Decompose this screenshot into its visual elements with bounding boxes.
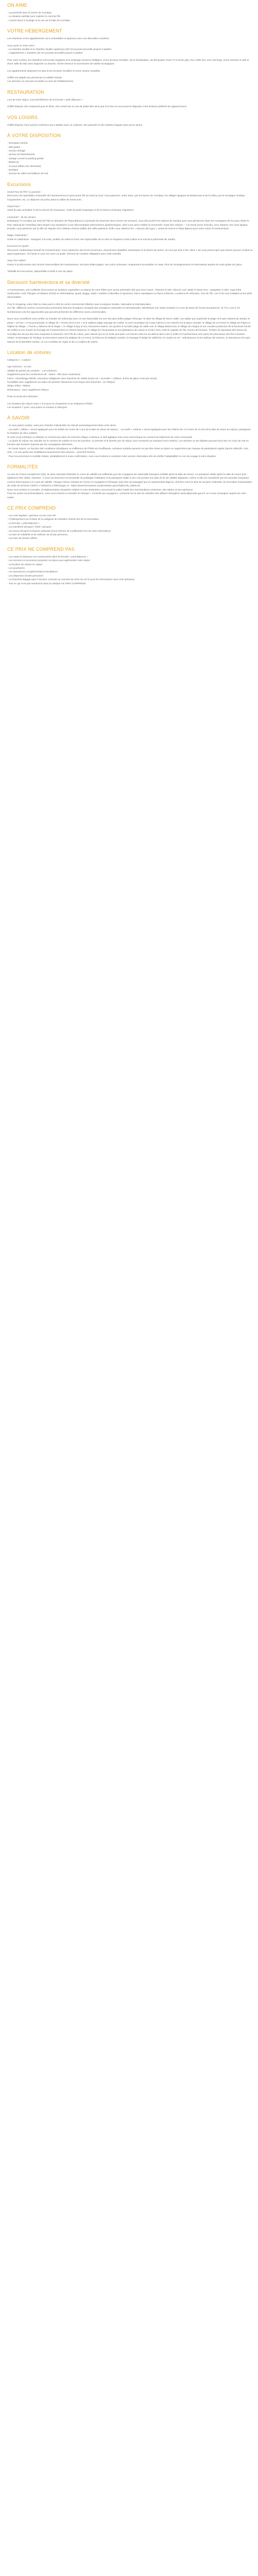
text-line: Sur l'île, différents centres commerciaux présentent diverses boutiques comptant des enseignes nationales et internationales. Bénéficiant d'un statut insulaire en zone de taxes de l'Union Européenne, la TVA y est à 7%. Nombreuses sont les opportunités que peuvent présenter les différents zones commerciales. xyxy=(7,307,241,313)
text-line: Les appartements disposent en plus d'une terrasse meublée et d'une cuisine complète. xyxy=(7,69,101,72)
section-paragraph xyxy=(7,555,253,585)
text-line: Chiffet dispose d'une piscine extérieure pour adultes avec un solarium, des parasols et des chaises longues ainsi qu'un sauna. xyxy=(7,123,143,126)
text-line: Sortie en catamaran : Naviguez à la voile, profitez du soleil et d'une mer impeccable sur la côte en longeant Costa Calma et le sud de la péninsule de Jandía. xyxy=(7,238,176,241)
text-line: - L'accès direct à la plage et la vue sur la baie de Corralejo xyxy=(7,19,70,22)
text-line: Pour votre confort, les chambres sont toutes équipées d'un éclairage nocturne intelligent, d'une terrasse meublée, de la climatisation, du wifi gratuit, d'une TV à écran plat, d'un coffre-fort, d'un mini-frigo, d'une machine à café et d'une salle de bain avec baignoire ou douche, sèche-cheveux et accessoires de toilette écologiques. xyxy=(7,58,249,65)
text-line: Rehausseur : avec supplément 3€/jour xyxy=(7,388,49,391)
text-line: - Les transferts aéroport / hôtel / aéroport xyxy=(7,526,52,529)
section-paragraph xyxy=(7,98,253,101)
section-paragraph xyxy=(7,358,253,362)
text-line: - En haute saison, en fonction des conditions climatiques ou d'affluence de l'hôtel est insuffisante, certaines activités peuvent ne pas être mises en place ou supprimées par manque de participants rapide (sports collectifs, mini-club...) et une partie des installations fonctionnent des piscines... peut être fermée. xyxy=(7,447,249,454)
text-line: - Barbecue xyxy=(7,161,19,164)
text-line: Lanzarote* : Ile de volcans xyxy=(7,215,36,218)
text-line: Les animaux ne sont pas acceptés au sein de l'établissement. xyxy=(7,80,74,83)
text-line: - La proximité avec le centre de Corralejo xyxy=(7,11,52,14)
text-line: - Les dépenses d'ordre personnel xyxy=(7,574,43,577)
text-line: Supplément pour les conducteurs de : 25ans : 30€ (tout conducteur) xyxy=(7,373,80,376)
text-line: - Garage couvert & parking gratuit xyxy=(7,157,44,160)
text-line: Vous aurez le choix entre : xyxy=(7,44,36,47)
text-line: Découvrez l'authentique beauté de Fuerteventura. Vous explorerez des terres inconnues, d'anciennes citadelles volcaniques et le désert de dunes. Un tour par bois à l'ile ! Bien ? Ne vous préoccupez pas d'avoir aucune conduit un quad auparavant ; les facile et vous irez avec un guide. (Permis de conduire obligatoire pour cette activité). xyxy=(7,248,253,256)
text-line: - La franchise bagage (que il mention contraire au moment du choix du vol et pour les réservations avec vols spéciaux) xyxy=(7,578,135,581)
text-line: Au sein de l'Union européenne (UE), la carte nationale d'identité en cours de validité est suffisante pour les voyageurs de nationalité française (validité après la date de retour). Le passeport valide après la date de retour peut également être utilisé. Attention : il vous est fortement recommandé de privilégier l'utilisation d'un passeport valide à une CNI portant une date de fin de validité dépassée, même si elle est considérée par les autorités françaises comme étant toujours en cours de validité. Chaque mineur résidant en France et voyageant à l'étranger sans être accompagné par un représentant légal se, doit être muni en plus de sa pièce d'identité, du formulaire d'autorisation de sortie de territoire CERFA n°15646*01 à télécharger ici : https://www.formulaires.modernisation.gouv.fr/gf/cerfa_15646.do xyxy=(7,473,252,487)
section-paragraph xyxy=(7,288,253,299)
section-paragraph xyxy=(7,105,253,108)
text-line: - Tout ce qui n'est pas mentionné dans la rubrique CE PRIX COMPREND xyxy=(7,582,86,585)
text-line: Nous vous conseillons vous arrêter au minutier de Solemnity avec ce vue imprenable sur une des plus belles plages d'Europe, la visite du village de Morro Jable, son église qui surplombe le plage et le parc Naturel de Jandía, le phare « al Faro » et sa promenade, le village de « Puerto de la Cruz » et le sublime plage sauvage de Cofete, la zone touristique de Costa Calma et son marché sur la place centrale, le village de La Pared, le village de Pájara et l'église du village, « Puerto y Salinera de la Regla », le village d'Ajuy et son monument naturel, ses grottes et sa belle plage de sable noir, le village Betancuria, le village de Antigua et son moulins production de la fameuse fumée de Coffee et son musée du fromage de Fuerteventura et Cheese Museum, le village de Tiscamanita et ses plantations de cactus et d'Aloe Vera, enfin le capitale de l'île, Puerto del Rosario. Profitez du spectacle des Dunes de Corralejo lieu de par des eaux turquoise et traversez vers l'île de Lobos, parc naturel qui ne se visite qu'à pied. Les Dunes mais les au-delà et alors voici à celles et Fuerteventura sont parmi les plus beaux des îles Canaries. xyxy=(7,317,251,335)
text-line: - Pour les personnes à mobilité réduite, préalablement à toute confirmation, nous vous invitons à contacter notre service réservation afin de vérifier l'adaptabilité ou non du voyage à votre situation. xyxy=(7,454,217,457)
section-paragraph xyxy=(7,423,253,458)
text-line: - Les tarifs « bébés » seront appliqués pour les bébés de moins de 3 ans (à la date du retour du séjour). - Les tarifs « enfants » seront appliqués pour les enfants de 4 à moins de 12 ans (à la date du retour du séjour), partageant la chambre de deux adultes. xyxy=(7,428,251,435)
text-line: Validité du permis de conduire : 1 an minimum xyxy=(7,369,57,372)
section-paragraph xyxy=(7,215,253,231)
section-paragraph xyxy=(7,514,253,540)
section-title-decouvrir: Decouvrir fuerteventura et sa diversité xyxy=(7,279,90,285)
section-title-formalites: FORMALITÉS xyxy=(7,464,38,470)
text-line: Visitez, la Montagne de Tindaya, le Monument naturel du Malpaís de La Arena, la Réserve de Malpaís Grande, le Paysage Protégé de Vallebrón, le musée du sel - Salt Museum et les Salinas del Carmen, le Monument et le parc Naturel de la Montaña Cardón, et Los Cuchillos de Vigán et de La Caldera de Gairía. xyxy=(7,336,251,343)
text-line: Lors de votre séjour, vous bénéficierez de la formule « petit déjeuner ». xyxy=(7,98,84,101)
text-line: - Service de blanchisserie xyxy=(7,153,35,156)
text-line: - La durée du séjour est calculée sur le nombre de nuitées et non de journées. Le premier et le dernier jour du séjour sont consacrés au transport (non-nuitées). Les arrivées ou les départs pouvant avoir lieu en cours de nuit en fonction des horaires imposés par les compagnies aériennes. xyxy=(7,439,249,446)
section-paragraph xyxy=(7,76,253,83)
text-line: - Les frais de dossier offerts. xyxy=(7,537,38,540)
section-paragraph xyxy=(7,244,253,256)
text-line: Catégorie A : 4 places xyxy=(7,358,31,361)
text-line: - Les pourboires xyxy=(7,566,25,569)
text-line: Pour le shopping, votre hôtel se situe juste à côté du centre commercial Atlántico avec enseignes locales, nationales et internationales. xyxy=(7,302,152,306)
section-title-location: Location de voitures xyxy=(7,349,51,355)
text-line: Découvrez les spécialités et beautés de Fuerteventura en parcourant l'île du Nord au Sud. Vous passerez, entre autre, par les Dunes de Corralejo, les villages typiques de Betancuria et de la Oliva, par la montagne Tindaya, l'Ajuyamente, etc. Le déjeuner est prévu dans la vallée de Santa Inés. xyxy=(7,194,246,201)
section-title-disposition: À VOTRE DISPOSITION xyxy=(7,133,61,139)
section-title-on-aime: ON AIME xyxy=(7,3,27,8)
text-line: - La formule « petit-déjeuner » xyxy=(7,521,40,524)
text-line: Excursion en Quad* : xyxy=(7,245,30,248)
text-line: - L'appartement 1 chambre (40 m²) pouvant accueillir jusqu'à 5 adultes xyxy=(7,52,83,55)
text-line: - La location de voiture en option xyxy=(7,563,43,566)
section-paragraph xyxy=(7,123,253,127)
text-line: - Wifi gratuit xyxy=(7,145,21,148)
text-line: - Service d'étage xyxy=(7,149,26,152)
section-paragraph xyxy=(7,402,253,410)
text-line: - Les services et excursions proposés sur place pour agrémenter votre séjour xyxy=(7,559,90,562)
text-line: - La taxe de solidarité et de carbone de 3€ par personne, xyxy=(7,533,69,536)
text-line: Inclus : Kilométrage illimité, Assurance obligatoire avec franchise de 1500€ (inclut vol + incendie + collision, la bris de glace n'est pas inclus) xyxy=(7,377,157,380)
text-line: - Service de vidéo-surveillance de nuit xyxy=(7,172,49,175)
section-paragraph xyxy=(7,37,253,40)
section-paragraph xyxy=(7,317,253,344)
section-paragraph xyxy=(7,44,253,55)
section-title-restauration: RESTAURATION xyxy=(7,89,44,95)
section-title-excursions: Excursions xyxy=(7,181,31,187)
section-title-prix-comprend: CE PRIX COMPREND xyxy=(7,505,56,511)
text-line: *Détaillé de l'excursions, disponibilité et tarifs à voir sur place. xyxy=(7,270,73,273)
text-line: Partez à la découverte des recoins inaccessibles de Fuerteventura, ses plus belles plages, ses coins rocheuses, uniquement accessibles en Jeep. Plus de renseignements et réservations auprès de votre guide sur place. xyxy=(7,263,243,266)
section-paragraph xyxy=(7,205,253,212)
text-line: Age minimum : 21 ans xyxy=(7,365,31,368)
text-line: - Les taxes aéroport et hausse carburant (sous réserve de modification lors de votre réservation), xyxy=(7,529,111,532)
text-line: Siège enfant : 9€/jour xyxy=(7,384,30,387)
section-paragraph xyxy=(7,190,253,201)
section-paragraph xyxy=(7,11,253,22)
text-line: Les chambres et les appartements sont confortables et spacieux avec une décoration moderne. xyxy=(7,37,110,40)
text-line: - Réception 24/24h xyxy=(7,142,28,145)
text-line: Si votre (vos) enfant(s) ou bébé(s) ne rentrent pas dans les tranches d'âges ci-dessus, le tarif appliqué vous sera communiqué au moment du traitement de votre commande. xyxy=(7,435,193,438)
section-paragraph xyxy=(7,302,253,314)
text-line: - Si vous partez seul(e), votre prix chambre individuelle est calculé automatiquement dans votre devis. xyxy=(7,424,117,427)
text-line: Visite du parc animalier et de la réserve de chameaux. Visite du jardin botanique et de la réserve d'oiseaux migrateurs. xyxy=(7,209,135,212)
section-paragraph xyxy=(7,233,253,241)
text-line: - L'hébergement sur la base de la catégorie de chambre choisie lors de la réservation, xyxy=(7,518,100,521)
text-line: Prise et rendu des véhicules : xyxy=(7,395,39,398)
text-line: - Les vols réguliers, spéciaux ou low cost A/R xyxy=(7,514,56,517)
text-line: Embarquez à Corralejo (au Nord de l'île) en direction de Playa Blanca à Lanzarote (la traversée dure environ 30 minutes). Vous découvrirez les salines de Janubio puis vous pénétrerez dans les montagnes de feu pour visiter le Parc national de Timanfaya dans lequel vous assisterez à une démonstration phénomènes géothermiques, ainsi vous aurez réalisé la renommée "route des volcans ". A la Geria (zone vinicole), vous visiterez une cave typique. Ensuite, vous passerez par la ville de Teguise et le château d'Haría (vallée des mille palmiers). Enfin vous visiterez les « Jameos del Agua », avant de revenir à Playa Blanca pour votre retour à Fuerteventura. xyxy=(7,219,249,230)
text-line: - Boutique xyxy=(7,168,19,171)
section-paragraph xyxy=(7,395,253,398)
section-paragraph xyxy=(7,472,253,499)
section-paragraph xyxy=(7,141,253,176)
section-paragraph xyxy=(7,58,253,66)
section-paragraph xyxy=(7,69,253,73)
text-line: A Fuerteventura, une multitude d'excursions et locations organisées ou depuis de votre hôtel vous seront présentés afin que vous n'ayez : Planche à voile, kitesurf, surf, jetski et hauts rires : navigation à voile, Aqua Park, randonnées, Golf, Plongée et initiation (PADI) en Wind Bateau, Quad, Buggy, Safari, Activités Culturelles et Sportives, Parcs Aquatiques ou Parcs à thèmes, Locations de véhicules, Tour de l'île, Les TAXI sont multiples et les tarifs raisonnables. xyxy=(7,288,252,299)
text-line: Oasis Parc* : xyxy=(7,205,22,208)
text-line: Les locations 7 jours, sont prises et rendues à l'aéroport xyxy=(7,406,68,409)
text-line: - La situation parfaite pour explorer le nord de l'île xyxy=(7,15,61,18)
section-title-prix-ne-comprend: CE PRIX NE COMPREND PAS xyxy=(7,546,75,552)
section-title-loisirs: VOS LOISIRS xyxy=(7,114,38,120)
text-line: Magic Catamaran* : xyxy=(7,234,29,237)
text-line: Chiffet est adapté aux personnes à mobilité réduite. xyxy=(7,76,63,79)
text-line: Chiffet dispose d'un restaurant pour le dîner, d'un snack bar en cas de petite faim ainsi que d'un bar où vous pourrez dégustez votre boisson préférée les apparemment. xyxy=(7,105,187,108)
section-paragraph xyxy=(7,365,253,392)
text-line: Les locations de voiture entre 1 et 8 jours se récupèrent et se restituent à l'hôtel xyxy=(7,402,93,405)
section-paragraph xyxy=(7,259,253,266)
text-line: Grand Tour de l'île* (1 journée) : xyxy=(7,190,42,193)
page-content xyxy=(0,0,258,599)
section-title-hebergement: VOTRE HÉBERGEMENT xyxy=(7,28,62,34)
text-line: Pour les autres recommandations, nous vous invitons à consulter la rubrique « Conseils aux voyageurs » présente sur le site du ministère des affaires étrangères www.diplomatie.gouv.fr ou à vous renseigner auprès de votre mairie. xyxy=(7,492,246,499)
text-line: Nous vous invitons à consulter, la réglementation douanière relative à votre destination concernant la valeur totale des marchandises contenues, des tabacs et des spiritueux. xyxy=(7,488,194,491)
text-line: - Les assurances complémentaires facultatives xyxy=(7,570,58,573)
text-line: - Les repas et boissons non mentionnées dans la formule « petit-déjeuner » xyxy=(7,555,88,558)
text-line: Jeep Tour Safari* : xyxy=(7,259,27,262)
section-title-savoir: À SAVOIR xyxy=(7,415,30,421)
text-line: - Un pour bébés (sur demande) xyxy=(7,164,41,167)
text-line: Possibilité avec supplément sur place de prendre l'assurance tout risque sans franchise : 22,70€/jour xyxy=(7,380,116,383)
section-paragraph xyxy=(7,269,253,273)
text-line: - La chambre double et la chambre double supérieure (28 m²) pouvant accueillir jusqu'à 3 adultes xyxy=(7,48,111,51)
